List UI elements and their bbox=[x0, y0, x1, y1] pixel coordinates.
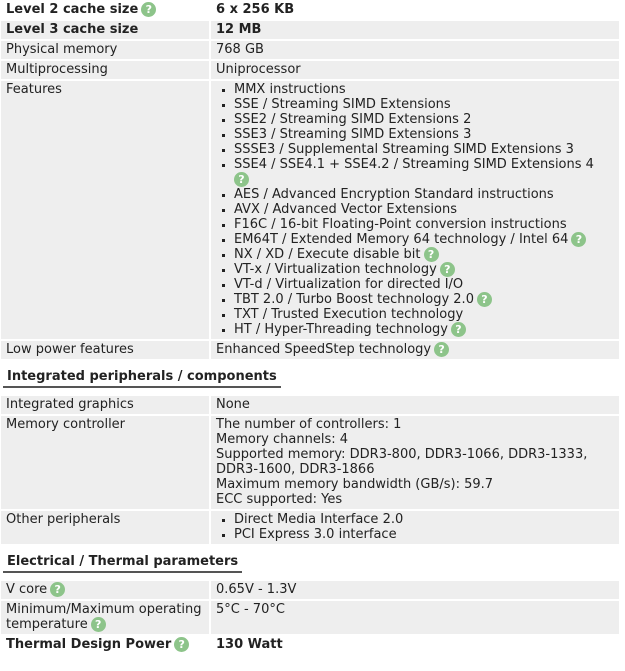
spec-label-text: Thermal Design Power bbox=[6, 637, 172, 652]
spec-value: 0.65V - 1.3V bbox=[211, 581, 619, 599]
section-header-electrical bbox=[1, 546, 619, 579]
spec-row-l3-cache bbox=[1, 21, 619, 39]
section-title: Electrical / Thermal parameters bbox=[3, 554, 242, 573]
spec-value bbox=[211, 81, 619, 339]
spec-label: Integrated graphics bbox=[1, 396, 211, 414]
feature-item bbox=[234, 322, 614, 337]
spec-value: None bbox=[211, 396, 619, 414]
spec-label-text: V core bbox=[6, 582, 48, 597]
feature-item: ▪ SSSE3 / Supplemental Streaming SIMD Extensions 3 bbox=[234, 142, 614, 157]
feature-item: ▪ F16C / 16-bit Floating-Point conversion instructions bbox=[234, 217, 614, 232]
feature-item bbox=[234, 232, 614, 247]
spec-label: Other peripherals bbox=[1, 511, 211, 544]
feature-item: ▪ AVX / Advanced Vector Extensions bbox=[234, 202, 614, 217]
spec-row-l2-cache bbox=[1, 2, 619, 19]
help-icon[interactable]: ? bbox=[91, 617, 106, 632]
help-icon[interactable]: ? bbox=[440, 262, 455, 277]
help-icon[interactable]: ? bbox=[234, 172, 249, 187]
spec-row-low-power bbox=[1, 341, 619, 359]
help-icon[interactable]: ? bbox=[434, 342, 449, 357]
feature-item: ▪ SSE2 / Streaming SIMD Extensions 2 bbox=[234, 112, 614, 127]
spec-value: 12 MB bbox=[211, 21, 619, 39]
feature-item: ▪ SSE3 / Streaming SIMD Extensions 3 bbox=[234, 127, 614, 142]
spec-label: Level 3 cache size bbox=[1, 21, 211, 39]
spec-table bbox=[1, 0, 619, 656]
spec-label: Multiprocessing bbox=[1, 61, 211, 79]
feature-item bbox=[234, 247, 614, 262]
features-list bbox=[216, 82, 614, 337]
help-icon[interactable]: ? bbox=[571, 232, 586, 247]
spec-label: Low power features bbox=[1, 341, 211, 359]
spec-row-features bbox=[1, 81, 619, 339]
help-icon[interactable]: ? bbox=[477, 292, 492, 307]
spec-label-text: Level 2 cache size bbox=[6, 2, 139, 17]
spec-label bbox=[1, 581, 211, 599]
peripheral-item: ▪ PCI Express 3.0 interface bbox=[234, 527, 614, 542]
feature-text: EM64T / Extended Memory 64 technology / Intel 64 bbox=[234, 232, 569, 247]
spec-label bbox=[1, 601, 211, 634]
feature-text: SSE4 / SSE4.1 + SSE4.2 / Streaming SIMD Extensions 4 bbox=[234, 157, 594, 172]
help-icon[interactable]: ? bbox=[141, 2, 156, 17]
spec-value-text: Enhanced SpeedStep technology bbox=[216, 342, 432, 357]
feature-item: ▪ VT-d / Virtualization for directed I/O bbox=[234, 277, 614, 292]
spec-row-vcore bbox=[1, 581, 619, 599]
spec-row-multiprocessing bbox=[1, 61, 619, 79]
spec-value: 6 x 256 KB bbox=[216, 2, 295, 17]
help-icon[interactable]: ? bbox=[50, 582, 65, 597]
feature-item bbox=[234, 262, 614, 277]
spec-row-operating-temperature bbox=[1, 601, 619, 634]
feature-text: VT-x / Virtualization technology bbox=[234, 262, 437, 277]
section-title: Integrated peripherals / components bbox=[3, 369, 281, 388]
spec-value: 130 Watt bbox=[216, 637, 283, 652]
spec-value: 768 GB bbox=[211, 41, 619, 59]
spec-label-text: Minimum/Maximum operating temperature bbox=[6, 602, 202, 632]
help-icon[interactable]: ? bbox=[424, 247, 439, 262]
feature-item: ▪ TXT / Trusted Execution technology bbox=[234, 307, 614, 322]
spec-row-physical-memory bbox=[1, 41, 619, 59]
feature-item bbox=[234, 157, 614, 187]
spec-value bbox=[211, 416, 619, 509]
memory-controller-line: The number of controllers: 1 bbox=[216, 417, 402, 432]
help-icon[interactable]: ? bbox=[174, 637, 189, 652]
feature-item: ▪ MMX instructions bbox=[234, 82, 614, 97]
section-header-integrated bbox=[1, 361, 619, 394]
feature-item bbox=[234, 292, 614, 307]
feature-item: ▪ SSE / Streaming SIMD Extensions bbox=[234, 97, 614, 112]
peripherals-list bbox=[216, 512, 614, 542]
memory-controller-line: Supported memory: DDR3-800, DDR3-1066, DDR3-1333, DDR3-1600, DDR3-1866 bbox=[216, 447, 588, 477]
spec-row-memory-controller bbox=[1, 416, 619, 509]
peripheral-item: ▪ Direct Media Interface 2.0 bbox=[234, 512, 614, 527]
spec-value: Uniprocessor bbox=[211, 61, 619, 79]
feature-item: ▪ AES / Advanced Encryption Standard instructions bbox=[234, 187, 614, 202]
spec-row-integrated-graphics bbox=[1, 396, 619, 414]
spec-label: Memory controller bbox=[1, 416, 211, 509]
memory-controller-line: ECC supported: Yes bbox=[216, 492, 343, 507]
spec-value bbox=[211, 341, 619, 359]
help-icon[interactable]: ? bbox=[451, 322, 466, 337]
feature-text: NX / XD / Execute disable bit bbox=[234, 247, 421, 262]
spec-value: 5°C - 70°C bbox=[211, 601, 619, 634]
memory-controller-line: Memory channels: 4 bbox=[216, 432, 348, 447]
spec-label bbox=[1, 2, 211, 19]
spec-row-other-peripherals bbox=[1, 511, 619, 544]
spec-label bbox=[1, 636, 211, 654]
spec-value bbox=[211, 511, 619, 544]
memory-controller-line: Maximum memory bandwidth (GB/s): 59.7 bbox=[216, 477, 494, 492]
spec-label: Features bbox=[1, 81, 211, 339]
feature-text: HT / Hyper-Threading technology bbox=[234, 322, 448, 337]
feature-text: TBT 2.0 / Turbo Boost technology 2.0 bbox=[234, 292, 474, 307]
spec-label: Physical memory bbox=[1, 41, 211, 59]
spec-row-tdp bbox=[1, 636, 619, 654]
